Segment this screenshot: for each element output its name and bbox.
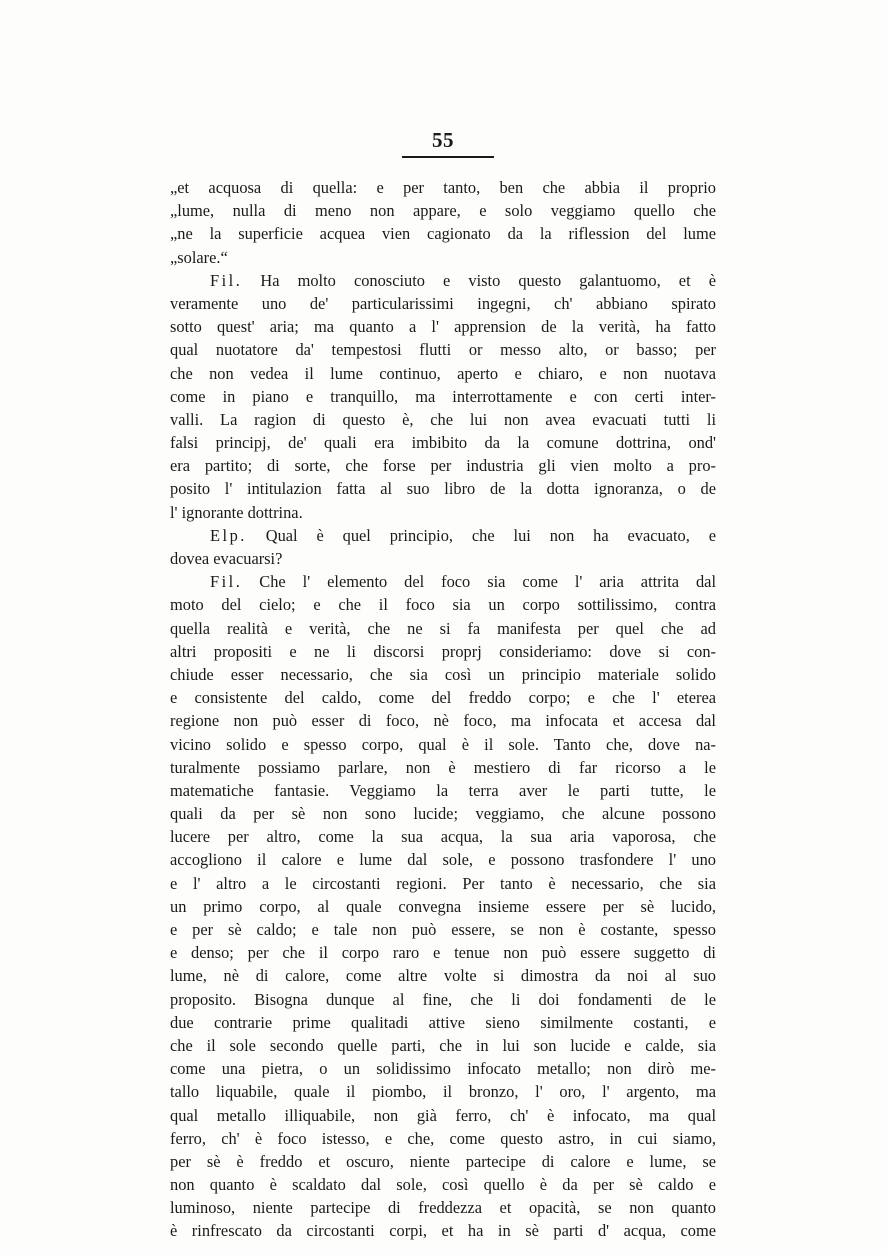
text-line xyxy=(170,941,716,964)
line-text: e l' altro a le circostanti regioni. Per tanto è necessario, che sia xyxy=(170,873,716,893)
text-line xyxy=(170,1104,716,1127)
line-text: come in piano e tranquillo, ma interrottamente e con certi inter- xyxy=(170,386,716,406)
text-line xyxy=(170,246,716,269)
text-line xyxy=(170,686,716,709)
line-text: che non vedea il lume continuo, aperto e chiaro, e non nuotava xyxy=(170,363,716,383)
text-line xyxy=(170,408,716,431)
text-line xyxy=(170,1127,716,1150)
text-line xyxy=(170,988,716,1011)
line-text: luminoso, niente partecipe di freddezza et opacità, se non quanto xyxy=(170,1198,716,1218)
line-text: e consistente del caldo, come del freddo corpo; e che l' eterea xyxy=(170,688,716,708)
line-text: come una pietra, o un solidissimo infocato metallo; non dirò me- xyxy=(170,1059,716,1079)
line-text: che il sole secondo quelle parti, che in lui son lucide e calde, sia xyxy=(170,1035,716,1055)
text-line xyxy=(170,825,716,848)
line-text: sotto quest' aria; ma quanto a l' apprension de la verità, ha fatto xyxy=(170,317,716,337)
line-text: e denso; per che il corpo raro e tenue non può essere suggetto di xyxy=(170,943,716,963)
line-text: proposito. Bisogna dunque al fine, che li doi fondamenti de le xyxy=(170,989,716,1009)
line-text: falsi principj, de' quali era imbibito da la comune dottrina, ond' xyxy=(170,433,716,453)
text-line xyxy=(170,617,716,640)
line-text: e per sè caldo; e tale non può essere, se non è costante, spesso xyxy=(170,920,716,939)
text-line xyxy=(170,640,716,663)
header-rule xyxy=(402,156,494,158)
text-line xyxy=(170,1196,716,1219)
text-line xyxy=(170,547,716,570)
text-line xyxy=(170,964,716,987)
line-text: qual metallo illiquabile, non già ferro, ch' è infocato, ma qual xyxy=(170,1105,716,1125)
text-line xyxy=(170,570,716,593)
line-text: per sè è freddo et oscuro, niente partecipe di calore e lume, se xyxy=(170,1151,716,1171)
line-text: „et acquosa di quella: e per tanto, ben che abbia il proprio xyxy=(170,178,716,197)
line-text: qual nuotatore da' tempestosi flutti or messo alto, or basso; per xyxy=(170,340,716,360)
speaker-label: Fil. xyxy=(210,572,243,592)
page-number: 55 xyxy=(432,128,454,152)
text-line xyxy=(170,362,716,385)
text-line xyxy=(170,756,716,779)
line-text: due contrarie prime qualitadi attive sieno similmente costanti, e xyxy=(170,1012,716,1032)
text-line xyxy=(170,733,716,756)
line-text: matematiche fantasie. Veggiamo la terra aver le parti tutte, le xyxy=(170,780,716,800)
text-line xyxy=(170,501,716,524)
text-line xyxy=(170,1080,716,1103)
line-text: quali da per sè non sono lucide; veggiamo, che alcune possono xyxy=(170,804,716,824)
line-text: veramente uno de' particularissimi ingegni, ch' abbiano spirato xyxy=(170,293,716,313)
text-line xyxy=(170,1219,716,1242)
line-text: posito l' intitulazion fatta al suo libro de la dotta ignoranza, o de xyxy=(170,479,716,499)
body-text xyxy=(170,176,716,1243)
line-text: „ne la superficie acquea vien cagionato da la riflession del lume xyxy=(170,224,716,244)
line-text: chiude esser necessario, che sia così un principio materiale solido xyxy=(170,664,716,684)
line-text: Che l' elemento del foco sia come l' aria attrita dal xyxy=(259,572,716,592)
text-line xyxy=(170,524,716,547)
line-text: turalmente possiamo parlare, non è mestiero di far ricorso a le xyxy=(170,757,716,777)
text-line xyxy=(170,338,716,361)
text-line xyxy=(170,1011,716,1034)
line-text: valli. La ragion di questo è, che lui non avea evacuati tutti li xyxy=(170,409,716,429)
text-line xyxy=(170,802,716,825)
line-text: vicino solido e spesso corpo, qual è il sole. Tanto che, dove na- xyxy=(170,734,716,754)
text-line xyxy=(170,269,716,292)
text-line xyxy=(170,872,716,895)
text-line xyxy=(170,315,716,338)
text-line xyxy=(170,1150,716,1173)
line-text: lume, nè di calore, come altre volte si dimostra da noi al suo xyxy=(170,966,716,986)
text-line xyxy=(170,895,716,918)
speaker-label: Elp. xyxy=(210,525,247,545)
line-text: ferro, ch' è foco istesso, e che, come questo astro, in cui siamo, xyxy=(170,1128,716,1148)
text-line xyxy=(170,663,716,686)
line-text: „lume, nulla di meno non appare, e solo veggiamo quello che xyxy=(170,201,716,221)
line-text: non quanto è scaldato dal sole, così quello è da per sè caldo e xyxy=(170,1175,716,1195)
line-text: Qual è quel principio, che lui non ha evacuato, e xyxy=(265,525,716,545)
text-line xyxy=(170,385,716,408)
line-text: Ha molto conosciuto e visto questo galantuomo, et è xyxy=(260,270,716,290)
line-text: „solare.“ xyxy=(170,247,228,267)
speaker-label: Fil. xyxy=(210,270,243,290)
text-line xyxy=(170,709,716,732)
text-line xyxy=(170,222,716,245)
text-line xyxy=(170,593,716,616)
line-text: altri propositi e ne li discorsi proprj consideriamo: dove si con- xyxy=(170,641,716,661)
text-line xyxy=(170,199,716,222)
text-line xyxy=(170,1173,716,1196)
line-text: accogliono il calore e lume dal sole, e possono trasfondere l' uno xyxy=(170,850,716,870)
line-text: tallo liquabile, quale il piombo, il bronzo, l' oro, l' argento, ma xyxy=(170,1082,716,1102)
line-text: lucere per altro, come la sua acqua, la sua aria vaporosa, che xyxy=(170,827,716,847)
text-line xyxy=(170,1057,716,1080)
text-line xyxy=(170,454,716,477)
text-line xyxy=(170,176,716,199)
text-line xyxy=(170,477,716,500)
text-line xyxy=(170,779,716,802)
line-text: quella realità e verità, che ne si fa manifesta per quel che ad xyxy=(170,618,716,638)
text-line xyxy=(170,918,716,941)
line-text: è rinfrescato da circostanti corpi, et ha in sè parti d' acqua, come xyxy=(170,1221,716,1241)
line-text: un primo corpo, al quale convegna insieme essere per sè lucido, xyxy=(170,896,716,916)
line-text: l' ignorante dottrina. xyxy=(170,502,303,522)
text-line xyxy=(170,292,716,315)
line-text: regione non può esser di foco, nè foco, ma infocata et accesa dal xyxy=(170,711,716,731)
text-line xyxy=(170,848,716,871)
text-line xyxy=(170,431,716,454)
line-text: dovea evacuarsi? xyxy=(170,549,283,568)
text-line xyxy=(170,1034,716,1057)
line-text: moto del cielo; e che il foco sia un corpo sottilissimo, contra xyxy=(170,595,716,615)
line-text: era partito; di sorte, che forse per industria gli vien molto a pro- xyxy=(170,456,716,476)
